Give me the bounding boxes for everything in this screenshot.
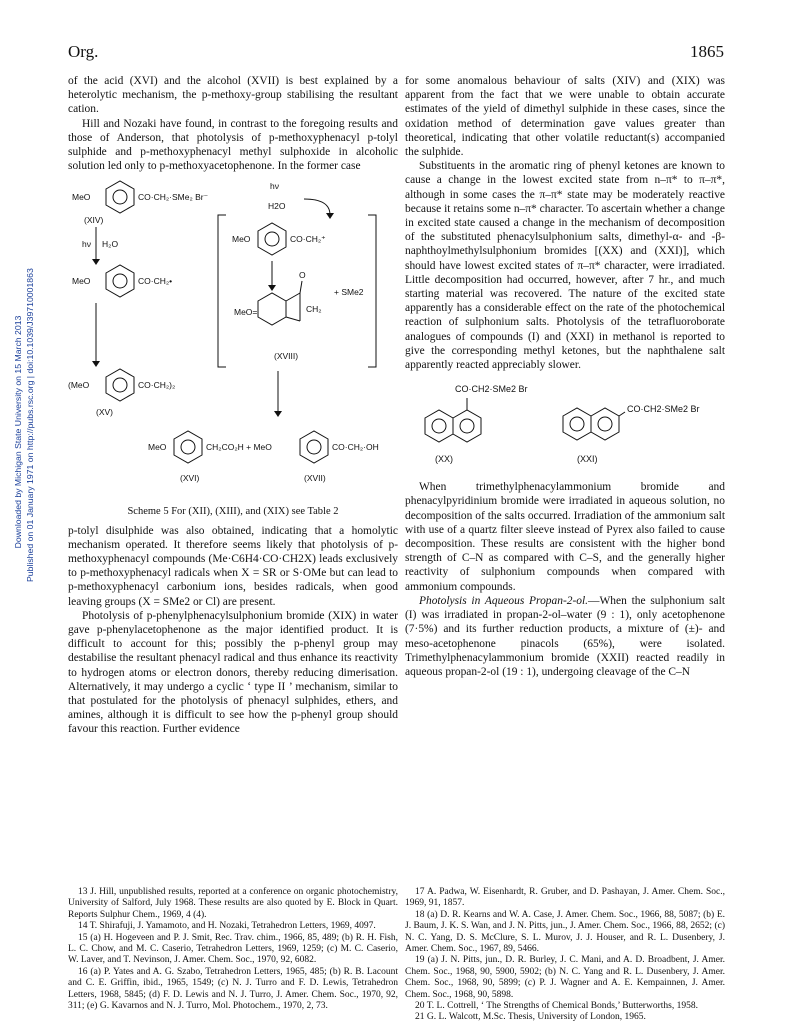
benzene-ring <box>258 223 286 255</box>
substituent-label: CO·CH2·SMe2 Br <box>455 384 528 395</box>
compound-label: (XIV) <box>84 215 104 226</box>
footnote: 18 (a) D. R. Kearns and W. A. Case, J. Amer. Chem. Soc., 1966, 88, 5087; (b) E. J. Baum, J. K. S. Wan, and J. N. Pitts, jun., J. Amer. Chem. Soc., 1966, 88, 2652; (c) N. C. Yang, D. S. McClure, S. L. Murov, J. J. Houser, and R. L. Dusenbery, J. Amer. Chem. Soc., 1967, 89, 5466. <box>405 909 725 955</box>
footnote: 19 (a) J. N. Pitts, jun., D. R. Burley, J. C. Mani, and A. D. Broadbent, J. Amer. Chem. Soc., 1968, 90, 5900, 5902; (b) N. C. Yang and R. L. Dusenbery, J. Amer. Chem. Soc., 1968, 90, 5899; (c) P. J. Wagner and A. E. Kempainnen, J. Amer. Chem. Soc., 1968, 90, 5898. <box>405 955 725 1000</box>
paragraph: of the acid (XVI) and the alcohol (XVII) is best explained by a heterolytic mechanism, the p-methoxy-group stabilising the resultant cation. <box>68 75 398 116</box>
paragraph: p-tolyl disulphide was also obtained, indicating that a homolytic mechanism operated. It therefore seems likely that photolysis of p-methoxyphenacyl compounds (Me·C6H4·CO·CH2X) leads exclusively to p-methoxyphenacyl radicals when X = SR or S·OMe but can lead to p-methoxyphenacyl carbonium ions, besides radicals, when good leaving groups (X = SMe2 or Cl) are present. <box>68 524 398 608</box>
svg-text:CO·CH₂•: CO·CH₂• <box>138 276 173 287</box>
paragraph: Photolysis of p-phenylphenacylsulphonium bromide (XIX) in water gave p-phenylacetophenone as the major identified product. It is difficult to account for this; possibly the p-phenyl group may destabilise the resultant phenacyl radical and thus enhance its reactivity to hydrogen atoms or electron donors, thereby reducing dimerisation. Alternatively, it may undergo a cyclic ‘ type II ’ mechanism, similar to that postulated for the photolysis of phenacyl sulphides, ethers, and amines, although it is difficult to see how the p-phenyl group should favour this reaction. Further evidence <box>68 609 398 736</box>
benzene-ring <box>106 369 134 401</box>
paragraph: Substituents in the aromatic ring of phenyl ketones are known to cause a change in the lowest excited state from n–π* to π–π*, although in some cases the π–π* state may be moderately reactive because it retains some n–π* character. To ascertain whether a change in excited state caused a change in the mechanism of decomposition of the substituted phenacylsulphonium salts, dimethyl-α- and -β-naphthoylmethylsulphonium bromides [(XX) and (XXI)], which should have lowest excited states of π–π* character, were irradiated. Little decomposition had occurred, however, after 7 hr., and much starting material was recovered. The nature of the excited state apparently has a considerable effect on the rate of the photochemical reaction of sulphonium salts. Photolysis of the tetrafluoroborate analogues of compounds (I) and (XXI) in methanol is reported to give the corresponding methyl ketones, but the naphthalene salt apparently reacted appreciably slower. <box>405 160 725 372</box>
benzene-ring <box>106 265 134 297</box>
footnote: 16 (a) P. Yates and A. G. Szabo, Tetrahedron Letters, 1965, 485; (b) R. B. Lacount and C. E. Griffin, ibid., 1965, 1549; (c) N. J. Turro and F. D. Lewis, Tetrahedron Letters, 1968, 5845; (d) F. D. Lewis and N. J. Turro, J. Amer. Chem. Soc., 1970, 92, 311; (e) G. Kavarnos and N. J. Turro, Mol. Photochem., 1970, 2, 73. <box>68 966 398 1012</box>
compound-label: (XXI) <box>577 454 598 465</box>
paragraph: Hill and Nozaki have found, in contrast to the foregoing results and those of Anderson, that photolysis of p-methoxyphenacyl p-tolyl sulphide and p-methoxyphenacyl methyl sulphoxide in alcoholic solution led only to p-methoxyacetophenone. In the former case <box>68 117 398 173</box>
scheme-label: + SMe2 <box>334 287 364 298</box>
svg-text:CH₂CO₂H + MeO: CH₂CO₂H + MeO <box>206 442 272 453</box>
footnote: 13 J. Hill, unpublished results, reported at a conference on organic photochemistry, University of Salford, July 1968. These results are also quoted by E. Block in Quart. Reports Sulphur Chem., 1969, 4 (4). <box>68 887 398 920</box>
footnote: 20 T. L. Cottrell, ‘ The Strengths of Chemical Bonds,’ Butterworths, 1958. <box>415 1001 698 1012</box>
naphthalene-ring <box>563 408 591 440</box>
publication-notice-line[interactable]: Published on 01 January 1971 on http://pubs.rsc.org | doi:10.1039/J39710001863 <box>25 268 35 582</box>
compound-label: (XVII) <box>304 473 326 484</box>
compound-label: (XVIII) <box>274 351 299 362</box>
substituent-label: CO·CH2·SMe2 Br <box>627 404 700 415</box>
download-notice <box>12 268 36 582</box>
download-notice-line: Downloaded by Michigan State University on 15 March 2013 <box>13 315 23 549</box>
naphthalene-ring <box>591 408 619 440</box>
svg-text:MeO: MeO <box>72 276 91 287</box>
page-number: 1865 <box>690 42 724 61</box>
benzene-ring <box>300 431 328 463</box>
svg-text:MeO=: MeO= <box>234 307 258 318</box>
svg-text:CO·CH₂)₂: CO·CH₂)₂ <box>138 380 176 391</box>
quinoid-ring <box>258 293 286 325</box>
svg-text:MeO: MeO <box>232 234 251 245</box>
svg-text:CO·CH₂⁺: CO·CH₂⁺ <box>290 234 326 245</box>
naphthalene-structures <box>405 378 725 470</box>
svg-text:MeO: MeO <box>72 192 91 203</box>
naphthalene-ring <box>425 410 453 442</box>
svg-text:H₂O: H₂O <box>102 239 119 250</box>
footnotes-right <box>405 887 725 1024</box>
reaction-scheme <box>68 175 398 505</box>
paragraph-text: —When the sulphonium salt (I) was irradiated in propan-2-ol–water (9 : 1), only acetophenone (7·5%) and its further reduction products, a mixture of (±)- and meso-acetophenone pinacols (65%), were isolated. Trimethylphenacylammonium bromide (XXII) reacted readily in aqueous propan-2-ol (19 : 1), undergoing cleavage of the C–N <box>405 594 725 678</box>
svg-text:CH₂: CH₂ <box>306 304 322 315</box>
compound-label: (XX) <box>435 454 453 465</box>
left-column <box>68 74 398 737</box>
compound-label: (XVI) <box>180 473 200 484</box>
footnote: 15 (a) H. Hogeveen and P. J. Smit, Rec. Trav. chim., 1966, 85, 489; (b) R. H. Fish, L. C. Chow, and M. C. Caserio, Tetrahedron Letters, 1969, 1259; (c) M. C. Caserio, W. Laver, and T. Nevinson, J. Amer. Chem. Soc., 1970, 92, 6082. <box>68 932 398 966</box>
journal-section-header: Org. <box>68 42 99 61</box>
paragraph: When trimethylphenacylammonium bromide and phenacylpyridinium bromide were irradiated in aqueous solution, no decomposition of the salts occurred. Irradiation of the ammonium salt with use of a quartz filter sleeve instead of Pyrex also failed to cause decomposition. These results are consistent with the higher bond strength of C–N as compared with C–S, and the generally higher reactivity of sulphonium compounds when compared with ammonium compounds. <box>405 481 725 593</box>
scheme-label: H2O <box>268 201 286 212</box>
benzene-ring <box>106 181 134 213</box>
footnote: 21 G. L. Walcott, M.Sc. Thesis, University of London, 1965. <box>415 1012 646 1023</box>
svg-text:CO·CH₂·SMe₂ Br⁻: CO·CH₂·SMe₂ Br⁻ <box>138 192 209 203</box>
section-heading: Photolysis in Aqueous Propan-2-ol. <box>419 594 589 607</box>
footnote: 14 T. Shirafuji, J. Yamamoto, and H. Nozaki, Tetrahedron Letters, 1969, 4097. <box>78 921 376 932</box>
svg-text:(MeO: (MeO <box>68 380 90 391</box>
footnote: 17 A. Padwa, W. Eisenhardt, R. Gruber, and D. Pashayan, J. Amer. Chem. Soc., 1969, 91, 1857. <box>405 887 725 909</box>
svg-text:CO·CH₂·OH: CO·CH₂·OH <box>332 442 379 453</box>
paragraph: for some anomalous behaviour of salts (XIV) and (XIX) was apparent from the fact that we were unable to obtain accurate estimates of the yield of dimethyl sulphide in these cases, since the oxidation method of determination gave values greater than theoretical, indicating that other volatile reductant(s) accompanied the sulphide. <box>405 75 725 159</box>
paragraph <box>405 594 725 679</box>
svg-text:O: O <box>299 270 306 281</box>
scheme-label: hν <box>270 181 279 192</box>
svg-text:MeO: MeO <box>148 442 167 453</box>
benzene-ring <box>174 431 202 463</box>
footnotes-left <box>68 887 398 1012</box>
scheme-caption: Scheme 5 For (XII), (XIII), and (XIX) see Table 2 <box>127 506 339 518</box>
naphthalene-ring <box>453 410 481 442</box>
right-column <box>405 74 725 679</box>
compound-label: (XV) <box>96 407 113 418</box>
svg-text:hν: hν <box>82 239 91 250</box>
